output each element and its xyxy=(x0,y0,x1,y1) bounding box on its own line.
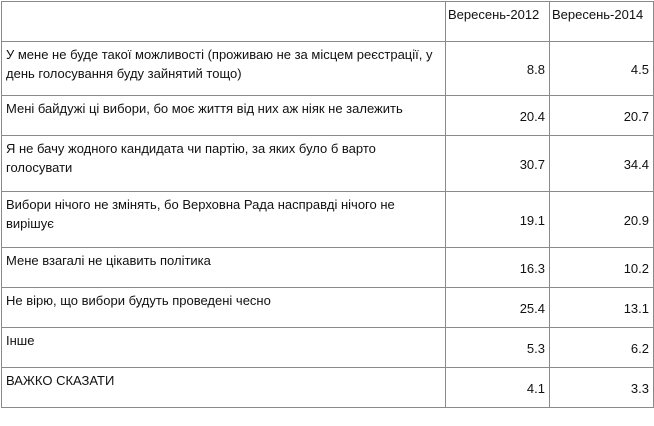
row-value-2014: 13.1 xyxy=(550,288,654,328)
row-label: Інше xyxy=(2,328,446,368)
table-row xyxy=(2,192,654,248)
header-row xyxy=(2,2,654,42)
table-row xyxy=(2,328,654,368)
row-value-2014: 3.3 xyxy=(550,368,654,408)
table-row xyxy=(2,42,654,96)
row-value-2012: 19.1 xyxy=(446,192,550,248)
table-row xyxy=(2,248,654,288)
survey-table xyxy=(1,1,654,408)
header-empty-cell xyxy=(2,2,446,42)
row-label: Мене взагалі не цікавить політика xyxy=(2,248,446,288)
header-sept-2014: Вересень-2014 xyxy=(550,2,654,42)
row-value-2012: 5.3 xyxy=(446,328,550,368)
row-label: У мене не буде такої можливості (проживаю не за місцем реєстрації, у день голосування буду зайнятий тощо) xyxy=(2,42,446,96)
row-value-2012: 16.3 xyxy=(446,248,550,288)
table-row xyxy=(2,368,654,408)
table-row xyxy=(2,288,654,328)
row-label: ВАЖКО СКАЗАТИ xyxy=(2,368,446,408)
table-row xyxy=(2,96,654,136)
row-value-2014: 20.7 xyxy=(550,96,654,136)
row-value-2014: 4.5 xyxy=(550,42,654,96)
row-value-2012: 30.7 xyxy=(446,136,550,192)
row-value-2012: 4.1 xyxy=(446,368,550,408)
row-label: Я не бачу жодного кандидата чи партію, за яких було б варто голосувати xyxy=(2,136,446,192)
header-sept-2012: Вересень-2012 xyxy=(446,2,550,42)
row-value-2014: 20.9 xyxy=(550,192,654,248)
row-label: Вибори нічого не змінять, бо Верховна Рада насправді нічого не вирішує xyxy=(2,192,446,248)
row-label: Мені байдужі ці вибори, бо моє життя від них аж ніяк не залежить xyxy=(2,96,446,136)
table-row xyxy=(2,136,654,192)
row-value-2012: 20.4 xyxy=(446,96,550,136)
row-value-2012: 8.8 xyxy=(446,42,550,96)
row-value-2014: 10.2 xyxy=(550,248,654,288)
row-label: Не вірю, що вибори будуть проведені чесно xyxy=(2,288,446,328)
row-value-2014: 6.2 xyxy=(550,328,654,368)
row-value-2014: 34.4 xyxy=(550,136,654,192)
row-value-2012: 25.4 xyxy=(446,288,550,328)
